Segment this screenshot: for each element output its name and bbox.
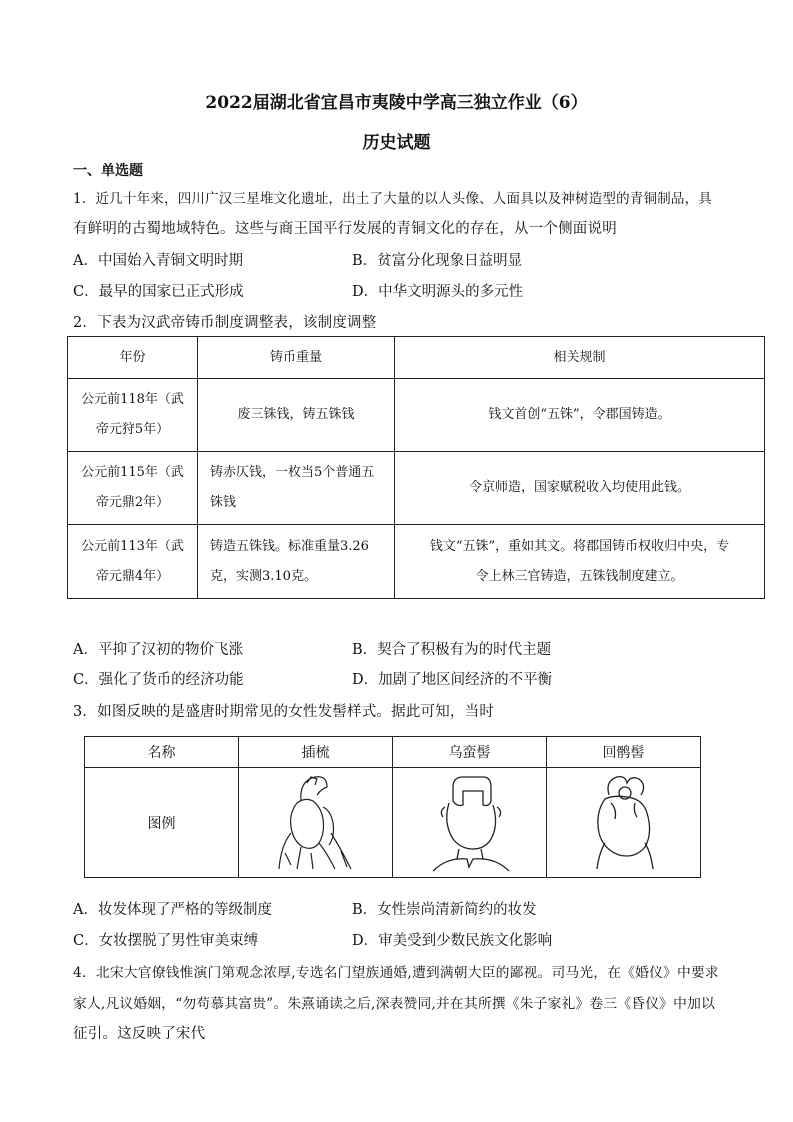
- question-1-option-a: A．中国始入青铜文明时期: [73, 253, 243, 269]
- table-row: [68, 379, 765, 452]
- question-2-stem: 2．下表为汉武帝铸币制度调整表，该制度调整: [73, 315, 377, 331]
- question-2-option-a: A．平抑了汉初的物价飞涨: [73, 642, 243, 658]
- question-4-line-3: 征引。这反映了宋代: [73, 1026, 206, 1042]
- question-3-option-c: C．女妆摆脱了男性审美束缚: [73, 933, 259, 949]
- wuman-bun-illustration: [393, 768, 547, 878]
- table-cell-year: 公元前115年（武 帝元鼎2年）: [68, 452, 198, 525]
- question-1-line-2: 有鲜明的古蜀地域特色。这些与商王国平行发展的青铜文化的存在，从一个侧面说明: [73, 221, 617, 237]
- table-cell-year: 公元前113年（武 帝元鼎4年）: [68, 525, 198, 599]
- wuman-bun-drawing: [415, 773, 525, 873]
- table-cell-rule: 钱文“五铢”，重如其文。将郡国铸币权收归中央，专 令上林三官铸造，五铢钱制度建立。: [395, 525, 765, 599]
- question-2-option-c: C．强化了货币的经济功能: [73, 672, 244, 688]
- comb-hairstyle-illustration: [239, 768, 393, 878]
- hairstyle-table: [84, 736, 701, 878]
- question-3-stem: 3．如图反映的是盛唐时期常见的女性发髻样式。据此可知，当时: [73, 704, 495, 720]
- question-1-option-c: C．最早的国家已正式形成: [73, 284, 244, 300]
- hairstyle-header-label: 名称: [85, 737, 239, 768]
- table-header-cell: 铸币重量: [198, 337, 395, 379]
- question-2-option-b: B．契合了积极有为的时代主题: [352, 642, 552, 658]
- section-heading: 一、单选题: [73, 163, 143, 179]
- table-cell-weight: 铸赤仄钱，一枚当5个普通五 铢钱: [198, 452, 395, 525]
- huihu-bun-drawing: [569, 773, 679, 873]
- question-1-option-b: B．贫富分化现象日益明显: [352, 253, 523, 269]
- question-1-line-1: 1．近几十年来，四川广汉三星堆文化遗址，出土了大量的以人头像、人面具以及神树造型的青铜制品，具: [73, 191, 712, 207]
- table-header-row: [68, 337, 765, 379]
- hairstyle-image-row: [85, 768, 701, 878]
- hairstyle-name: 回鹘髻: [547, 737, 701, 768]
- hairstyle-row-label: 图例: [85, 768, 239, 878]
- question-3-option-b: B．女性崇尚清新简约的妆发: [352, 902, 537, 918]
- question-3-option-d: D．审美受到少数民族文化影响: [352, 933, 553, 949]
- table-cell-rule: 令京师造，国家赋税收入均使用此钱。: [395, 452, 765, 525]
- table-header-cell: 相关规制: [395, 337, 765, 379]
- hairstyle-header-row: [85, 737, 701, 768]
- table-header-cell: 年份: [68, 337, 198, 379]
- comb-hairstyle-drawing: [261, 773, 371, 873]
- page-subtitle: 历史试题: [362, 133, 431, 153]
- table-row: [68, 525, 765, 599]
- hairstyle-name: 插梳: [239, 737, 393, 768]
- question-4-line-2: 家人,凡议婚姻，“勿苟慕其富贵”。朱熹诵读之后,深表赞同,并在其所撰《朱子家礼》卷三《昏仪》中加以: [73, 996, 715, 1012]
- coinage-table: [67, 336, 765, 599]
- question-2-option-d: D．加剧了地区间经济的不平衡: [352, 672, 553, 688]
- table-cell-weight: 铸造五铢钱。标准重量3.26 克，实测3.10克。: [198, 525, 395, 599]
- table-cell-weight: 废三铢钱，铸五铢钱: [198, 379, 395, 452]
- question-4-line-1: 4．北宋大官僚钱惟演门第观念浓厚,专选名门望族通婚,遭到满朝大臣的鄙视。司马光，在《婚仪》中要求: [73, 965, 719, 981]
- question-3-option-a: A．妆发体现了严格的等级制度: [73, 902, 272, 918]
- table-cell-year: 公元前118年（武 帝元狩5年）: [68, 379, 198, 452]
- question-1-option-d: D．中华文明源头的多元性: [352, 284, 524, 300]
- page-title: 2022届湖北省宜昌市夷陵中学高三独立作业（6）: [205, 93, 588, 113]
- hairstyle-name: 乌蛮髻: [393, 737, 547, 768]
- table-cell-rule: 钱文首创“五铢”，令郡国铸造。: [395, 379, 765, 452]
- huihu-bun-illustration: [547, 768, 701, 878]
- table-row: [68, 452, 765, 525]
